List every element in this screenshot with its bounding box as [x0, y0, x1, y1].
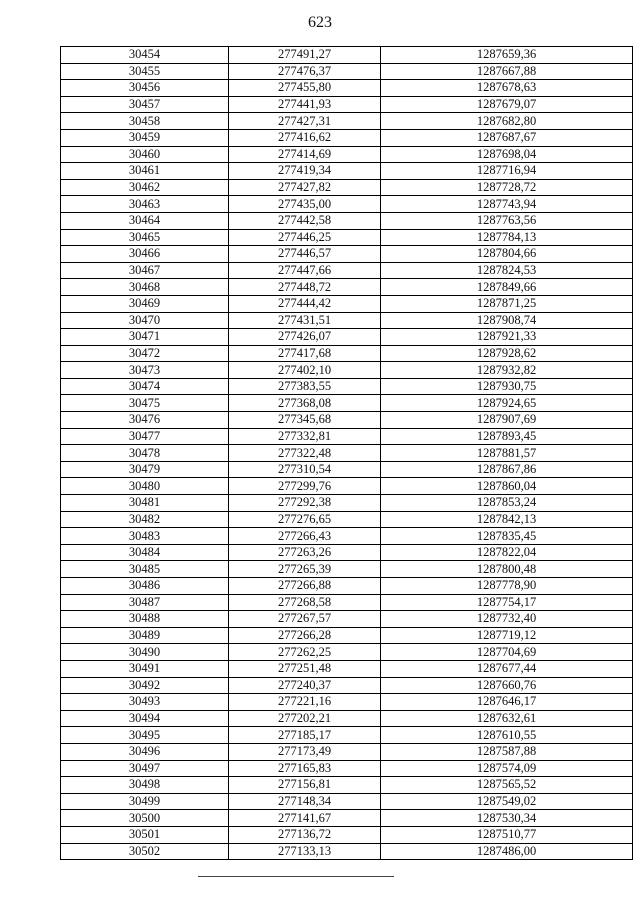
table-row — [61, 727, 633, 744]
point-number-cell: 30479 — [61, 461, 229, 478]
table-row — [61, 295, 633, 312]
point-number-cell: 30475 — [61, 395, 229, 412]
y-coordinate-cell: 1287743,94 — [381, 196, 633, 213]
table-row — [61, 229, 633, 246]
y-coordinate-cell: 1287893,45 — [381, 428, 633, 445]
y-coordinate-cell: 1287835,45 — [381, 528, 633, 545]
table-row — [61, 345, 633, 362]
x-coordinate-cell: 277268,58 — [229, 594, 381, 611]
x-coordinate-cell: 277448,72 — [229, 279, 381, 296]
y-coordinate-cell: 1287667,88 — [381, 63, 633, 80]
table-row — [61, 826, 633, 843]
point-number-cell: 30500 — [61, 810, 229, 827]
point-number-cell: 30480 — [61, 478, 229, 495]
x-coordinate-cell: 277156,81 — [229, 777, 381, 794]
y-coordinate-cell: 1287930,75 — [381, 378, 633, 395]
point-number-cell: 30468 — [61, 279, 229, 296]
y-coordinate-cell: 1287728,72 — [381, 179, 633, 196]
point-number-cell: 30460 — [61, 146, 229, 163]
point-number-cell: 30476 — [61, 412, 229, 429]
point-number-cell: 30454 — [61, 47, 229, 64]
point-number-cell: 30470 — [61, 312, 229, 329]
y-coordinate-cell: 1287732,40 — [381, 611, 633, 628]
point-number-cell: 30471 — [61, 329, 229, 346]
x-coordinate-cell: 277345,68 — [229, 412, 381, 429]
y-coordinate-cell: 1287660,76 — [381, 677, 633, 694]
x-coordinate-cell: 277427,82 — [229, 179, 381, 196]
point-number-cell: 30488 — [61, 611, 229, 628]
table-row — [61, 743, 633, 760]
x-coordinate-cell: 277383,55 — [229, 378, 381, 395]
coordinates-table-body — [61, 47, 633, 860]
point-number-cell: 30487 — [61, 594, 229, 611]
point-number-cell: 30472 — [61, 345, 229, 362]
table-row — [61, 246, 633, 263]
x-coordinate-cell: 277141,67 — [229, 810, 381, 827]
table-row — [61, 544, 633, 561]
x-coordinate-cell: 277332,81 — [229, 428, 381, 445]
y-coordinate-cell: 1287921,33 — [381, 329, 633, 346]
table-row — [61, 594, 633, 611]
x-coordinate-cell: 277267,57 — [229, 611, 381, 628]
point-number-cell: 30496 — [61, 743, 229, 760]
y-coordinate-cell: 1287610,55 — [381, 727, 633, 744]
x-coordinate-cell: 277427,31 — [229, 113, 381, 130]
point-number-cell: 30498 — [61, 777, 229, 794]
x-coordinate-cell: 277417,68 — [229, 345, 381, 362]
x-coordinate-cell: 277173,49 — [229, 743, 381, 760]
x-coordinate-cell: 277265,39 — [229, 561, 381, 578]
x-coordinate-cell: 277266,88 — [229, 578, 381, 595]
x-coordinate-cell: 277455,80 — [229, 80, 381, 97]
table-row — [61, 329, 633, 346]
y-coordinate-cell: 1287549,02 — [381, 793, 633, 810]
table-row — [61, 196, 633, 213]
table-row — [61, 412, 633, 429]
x-coordinate-cell: 277136,72 — [229, 826, 381, 843]
table-row — [61, 760, 633, 777]
point-number-cell: 30493 — [61, 694, 229, 711]
point-number-cell: 30494 — [61, 710, 229, 727]
y-coordinate-cell: 1287822,04 — [381, 544, 633, 561]
table-row — [61, 262, 633, 279]
y-coordinate-cell: 1287932,82 — [381, 362, 633, 379]
point-number-cell: 30473 — [61, 362, 229, 379]
y-coordinate-cell: 1287682,80 — [381, 113, 633, 130]
coordinates-table — [60, 46, 633, 860]
y-coordinate-cell: 1287677,44 — [381, 660, 633, 677]
point-number-cell: 30474 — [61, 378, 229, 395]
table-row — [61, 96, 633, 113]
table-row — [61, 428, 633, 445]
x-coordinate-cell: 277414,69 — [229, 146, 381, 163]
point-number-cell: 30477 — [61, 428, 229, 445]
point-number-cell: 30458 — [61, 113, 229, 130]
table-row — [61, 378, 633, 395]
x-coordinate-cell: 277266,28 — [229, 627, 381, 644]
x-coordinate-cell: 277310,54 — [229, 461, 381, 478]
table-row — [61, 561, 633, 578]
point-number-cell: 30497 — [61, 760, 229, 777]
y-coordinate-cell: 1287763,56 — [381, 212, 633, 229]
table-row — [61, 677, 633, 694]
table-row — [61, 63, 633, 80]
point-number-cell: 30482 — [61, 511, 229, 528]
footer-divider — [198, 876, 394, 877]
point-number-cell: 30486 — [61, 578, 229, 595]
table-row — [61, 395, 633, 412]
y-coordinate-cell: 1287510,77 — [381, 826, 633, 843]
point-number-cell: 30467 — [61, 262, 229, 279]
x-coordinate-cell: 277368,08 — [229, 395, 381, 412]
point-number-cell: 30499 — [61, 793, 229, 810]
x-coordinate-cell: 277148,34 — [229, 793, 381, 810]
point-number-cell: 30489 — [61, 627, 229, 644]
y-coordinate-cell: 1287659,36 — [381, 47, 633, 64]
table-row — [61, 163, 633, 180]
table-row — [61, 478, 633, 495]
table-row — [61, 528, 633, 545]
y-coordinate-cell: 1287824,53 — [381, 262, 633, 279]
x-coordinate-cell: 277266,43 — [229, 528, 381, 545]
x-coordinate-cell: 277251,48 — [229, 660, 381, 677]
y-coordinate-cell: 1287881,57 — [381, 445, 633, 462]
table-row — [61, 611, 633, 628]
table-row — [61, 47, 633, 64]
table-row — [61, 694, 633, 711]
point-number-cell: 30492 — [61, 677, 229, 694]
x-coordinate-cell: 277165,83 — [229, 760, 381, 777]
y-coordinate-cell: 1287698,04 — [381, 146, 633, 163]
table-row — [61, 793, 633, 810]
table-row — [61, 279, 633, 296]
table-row — [61, 495, 633, 512]
point-number-cell: 30495 — [61, 727, 229, 744]
point-number-cell: 30465 — [61, 229, 229, 246]
x-coordinate-cell: 277262,25 — [229, 644, 381, 661]
y-coordinate-cell: 1287719,12 — [381, 627, 633, 644]
y-coordinate-cell: 1287587,88 — [381, 743, 633, 760]
y-coordinate-cell: 1287679,07 — [381, 96, 633, 113]
x-coordinate-cell: 277402,10 — [229, 362, 381, 379]
y-coordinate-cell: 1287907,69 — [381, 412, 633, 429]
table-row — [61, 129, 633, 146]
x-coordinate-cell: 277441,93 — [229, 96, 381, 113]
y-coordinate-cell: 1287867,86 — [381, 461, 633, 478]
point-number-cell: 30461 — [61, 163, 229, 180]
point-number-cell: 30463 — [61, 196, 229, 213]
table-row — [61, 312, 633, 329]
table-row — [61, 710, 633, 727]
point-number-cell: 30459 — [61, 129, 229, 146]
x-coordinate-cell: 277419,34 — [229, 163, 381, 180]
y-coordinate-cell: 1287804,66 — [381, 246, 633, 263]
y-coordinate-cell: 1287924,65 — [381, 395, 633, 412]
table-row — [61, 113, 633, 130]
x-coordinate-cell: 277240,37 — [229, 677, 381, 694]
point-number-cell: 30455 — [61, 63, 229, 80]
x-coordinate-cell: 277416,62 — [229, 129, 381, 146]
table-row — [61, 461, 633, 478]
y-coordinate-cell: 1287800,48 — [381, 561, 633, 578]
y-coordinate-cell: 1287486,00 — [381, 843, 633, 860]
x-coordinate-cell: 277444,42 — [229, 295, 381, 312]
point-number-cell: 30490 — [61, 644, 229, 661]
point-number-cell: 30491 — [61, 660, 229, 677]
point-number-cell: 30502 — [61, 843, 229, 860]
y-coordinate-cell: 1287842,13 — [381, 511, 633, 528]
x-coordinate-cell: 277446,57 — [229, 246, 381, 263]
y-coordinate-cell: 1287849,66 — [381, 279, 633, 296]
x-coordinate-cell: 277446,25 — [229, 229, 381, 246]
y-coordinate-cell: 1287632,61 — [381, 710, 633, 727]
table-row — [61, 511, 633, 528]
x-coordinate-cell: 277185,17 — [229, 727, 381, 744]
table-row — [61, 843, 633, 860]
y-coordinate-cell: 1287853,24 — [381, 495, 633, 512]
table-row — [61, 80, 633, 97]
x-coordinate-cell: 277276,65 — [229, 511, 381, 528]
y-coordinate-cell: 1287530,34 — [381, 810, 633, 827]
table-row — [61, 810, 633, 827]
point-number-cell: 30469 — [61, 295, 229, 312]
x-coordinate-cell: 277299,76 — [229, 478, 381, 495]
table-row — [61, 212, 633, 229]
y-coordinate-cell: 1287778,90 — [381, 578, 633, 595]
y-coordinate-cell: 1287871,25 — [381, 295, 633, 312]
x-coordinate-cell: 277476,37 — [229, 63, 381, 80]
y-coordinate-cell: 1287565,52 — [381, 777, 633, 794]
x-coordinate-cell: 277322,48 — [229, 445, 381, 462]
y-coordinate-cell: 1287574,09 — [381, 760, 633, 777]
table-row — [61, 644, 633, 661]
x-coordinate-cell: 277491,27 — [229, 47, 381, 64]
point-number-cell: 30485 — [61, 561, 229, 578]
point-number-cell: 30462 — [61, 179, 229, 196]
table-row — [61, 578, 633, 595]
table-row — [61, 146, 633, 163]
table-row — [61, 362, 633, 379]
y-coordinate-cell: 1287908,74 — [381, 312, 633, 329]
y-coordinate-cell: 1287646,17 — [381, 694, 633, 711]
point-number-cell: 30466 — [61, 246, 229, 263]
table-row — [61, 445, 633, 462]
x-coordinate-cell: 277292,38 — [229, 495, 381, 512]
y-coordinate-cell: 1287784,13 — [381, 229, 633, 246]
y-coordinate-cell: 1287716,94 — [381, 163, 633, 180]
point-number-cell: 30483 — [61, 528, 229, 545]
table-row — [61, 627, 633, 644]
point-number-cell: 30456 — [61, 80, 229, 97]
y-coordinate-cell: 1287687,67 — [381, 129, 633, 146]
x-coordinate-cell: 277202,21 — [229, 710, 381, 727]
point-number-cell: 30481 — [61, 495, 229, 512]
point-number-cell: 30478 — [61, 445, 229, 462]
y-coordinate-cell: 1287928,62 — [381, 345, 633, 362]
x-coordinate-cell: 277447,66 — [229, 262, 381, 279]
x-coordinate-cell: 277263,26 — [229, 544, 381, 561]
point-number-cell: 30457 — [61, 96, 229, 113]
point-number-cell: 30464 — [61, 212, 229, 229]
table-row — [61, 179, 633, 196]
point-number-cell: 30484 — [61, 544, 229, 561]
x-coordinate-cell: 277435,00 — [229, 196, 381, 213]
x-coordinate-cell: 277431,51 — [229, 312, 381, 329]
x-coordinate-cell: 277133,13 — [229, 843, 381, 860]
y-coordinate-cell: 1287860,04 — [381, 478, 633, 495]
page-number: 623 — [308, 14, 332, 31]
table-row — [61, 660, 633, 677]
y-coordinate-cell: 1287754,17 — [381, 594, 633, 611]
x-coordinate-cell: 277426,07 — [229, 329, 381, 346]
y-coordinate-cell: 1287704,69 — [381, 644, 633, 661]
point-number-cell: 30501 — [61, 826, 229, 843]
y-coordinate-cell: 1287678,63 — [381, 80, 633, 97]
x-coordinate-cell: 277221,16 — [229, 694, 381, 711]
table-row — [61, 777, 633, 794]
x-coordinate-cell: 277442,58 — [229, 212, 381, 229]
